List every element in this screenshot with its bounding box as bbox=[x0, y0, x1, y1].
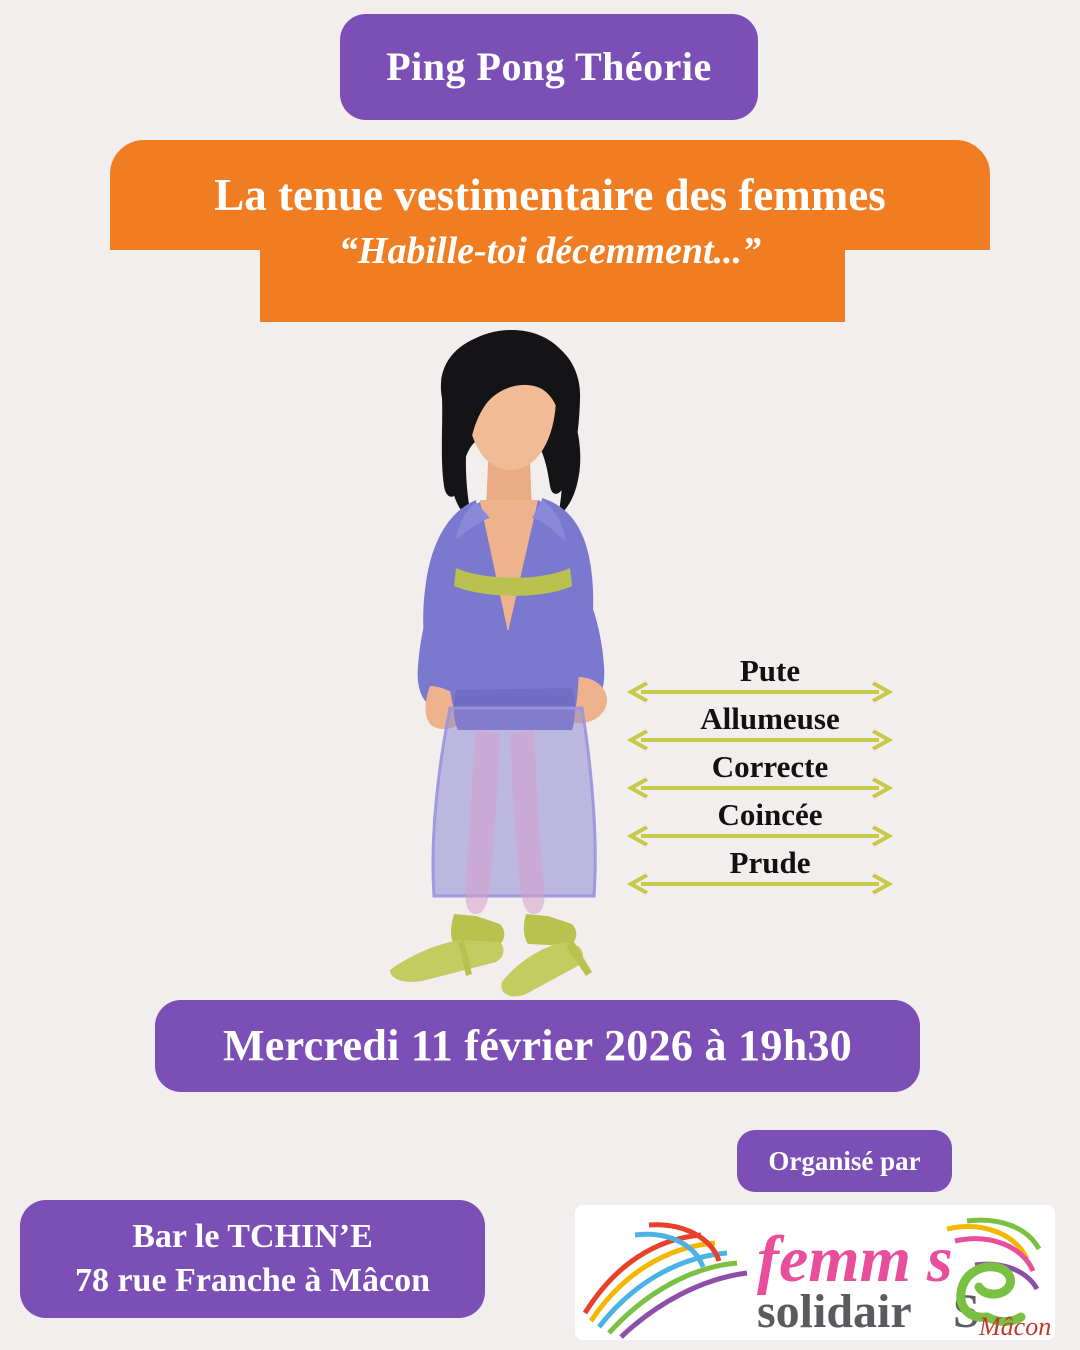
label-text: Allumeuse bbox=[700, 701, 840, 736]
label-row bbox=[625, 703, 915, 751]
venue-address: 78 rue Franche à Mâcon bbox=[74, 1262, 431, 1299]
event-date-pill bbox=[155, 1000, 920, 1092]
judgement-labels bbox=[625, 655, 915, 925]
svg-text:Mâcon: Mâcon bbox=[979, 1312, 1052, 1340]
label-text: Pute bbox=[739, 653, 801, 688]
label-text: Correcte bbox=[711, 749, 829, 784]
series-title: Ping Pong Théorie bbox=[386, 44, 712, 89]
organiser-logo bbox=[575, 1205, 1055, 1340]
label-row bbox=[625, 847, 915, 895]
series-title-pill bbox=[340, 14, 758, 120]
svg-text:s: s bbox=[927, 1223, 953, 1296]
venue-name: Bar le TCHIN’E bbox=[132, 1218, 373, 1256]
label-text: Coincée bbox=[717, 797, 823, 832]
event-date: Mercredi 11 février 2026 à 19h30 bbox=[222, 1021, 853, 1070]
label-text: Prude bbox=[729, 845, 811, 880]
organised-by-pill bbox=[737, 1130, 952, 1192]
organised-by-label: Organisé par bbox=[768, 1145, 921, 1176]
svg-text:S: S bbox=[953, 1285, 980, 1338]
femmes-solidaires-logo-icon bbox=[575, 1205, 1055, 1340]
title-quote: “Habille-toi décemment...” bbox=[338, 230, 762, 272]
label-row bbox=[625, 655, 915, 703]
label-row bbox=[625, 799, 915, 847]
svg-text:solidair: solidair bbox=[757, 1285, 912, 1338]
main-title: La tenue vestimentaire des femmes bbox=[214, 170, 886, 220]
svg-text:femm: femm bbox=[757, 1223, 911, 1296]
label-row bbox=[625, 751, 915, 799]
venue-pill bbox=[20, 1200, 485, 1318]
